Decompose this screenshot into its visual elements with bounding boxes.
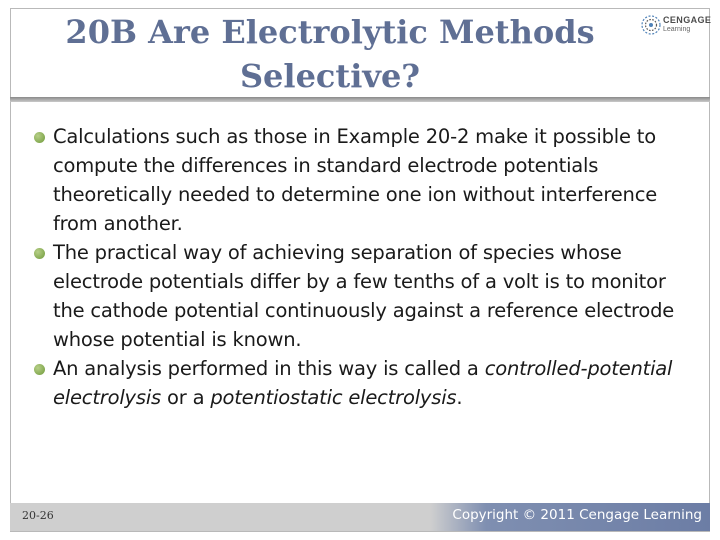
title-divider [10, 97, 710, 102]
logo-subtitle: Learning [663, 26, 691, 33]
footer-bar [10, 503, 710, 531]
bullet-item [34, 354, 694, 412]
bullet-text: Calculations such as those in Example 20-2 make it possible to compute the differences in standard electrode potentials theoretically needed to determine one ion without interference from another. [53, 125, 658, 235]
bullet-list [34, 122, 694, 412]
bullet-dot-icon [34, 248, 45, 259]
bullet-text: . [456, 386, 463, 409]
slide-number: 20-26 [22, 509, 54, 522]
slide-title: 20B Are Electrolytic Methods Selective? [65, 13, 595, 95]
cengage-logo [640, 14, 712, 40]
bullet-text-emphasis: potentiostatic electrolysis [210, 386, 457, 409]
bullet-text: or a [161, 386, 211, 409]
cengage-logo-icon [640, 14, 662, 36]
copyright-notice: Copyright © 2011 Cengage Learning [452, 507, 702, 523]
bullet-item [34, 122, 694, 238]
bullet-item [34, 238, 694, 354]
bullet-text-emphasis: controlled-potential electrolysis [53, 357, 673, 409]
logo-name: CENGAGE [663, 15, 712, 25]
bullet-text: An analysis performed in this way is called a [53, 357, 485, 380]
bullet-dot-icon [34, 132, 45, 143]
bullet-text: The practical way of achieving separation of species whose electrode potentials differ by a few tenths of a volt is to monitor the cathode potential continuously against a reference electrode whose potential is known. [53, 241, 675, 351]
bullet-dot-icon [34, 364, 45, 375]
